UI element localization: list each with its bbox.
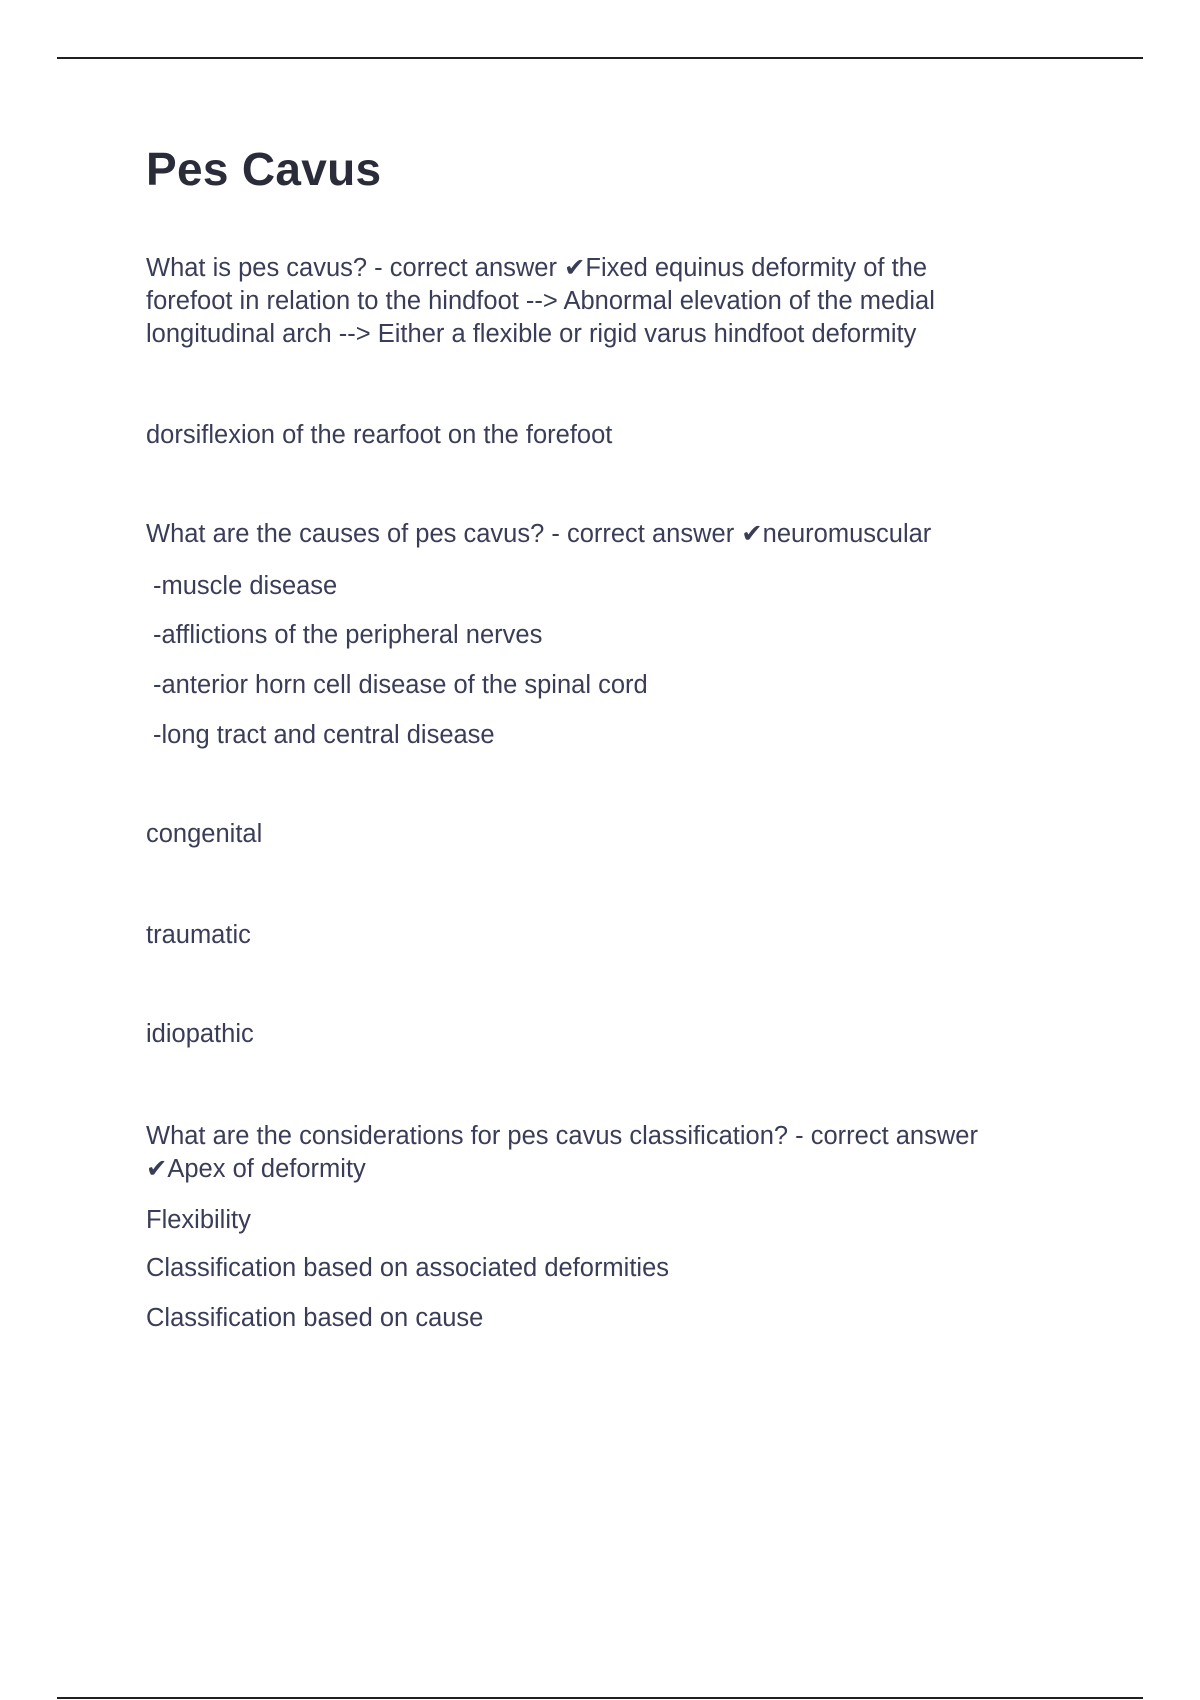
q2-item-long-tract: -long tract and central disease [153, 721, 495, 749]
q3-line-2: ✔Apex of deformity [146, 1155, 366, 1183]
q3-based-on-cause: Classification based on cause [146, 1304, 484, 1332]
q2-item-peripheral-nerves: -afflictions of the peripheral nerves [153, 621, 543, 649]
q2-item-muscle-disease: -muscle disease [153, 572, 338, 600]
q2-item-anterior-horn: -anterior horn cell disease of the spinal cord [153, 671, 648, 699]
q2-traumatic: traumatic [146, 921, 251, 949]
q1-line-3: longitudinal arch --> Either a flexible or rigid varus hindfoot deformity [146, 320, 917, 348]
bottom-divider [57, 1697, 1143, 1699]
top-divider [57, 57, 1143, 59]
q3-associated-deformities: Classification based on associated deformities [146, 1254, 670, 1282]
q1-line-1: What is pes cavus? - correct answer ✔Fixed equinus deformity of the [146, 254, 928, 282]
q2-idiopathic: idiopathic [146, 1020, 254, 1048]
q3-line-1: What are the considerations for pes cavus classification? - correct answer [146, 1122, 978, 1150]
q1-line-2: forefoot in relation to the hindfoot --> Abnormal elevation of the medial [146, 287, 935, 315]
q1-line-4: dorsiflexion of the rearfoot on the forefoot [146, 421, 613, 449]
q2-congenital: congenital [146, 820, 263, 848]
page-title: Pes Cavus [146, 143, 382, 195]
q3-flexibility: Flexibility [146, 1206, 251, 1234]
q2-line-1: What are the causes of pes cavus? - correct answer ✔neuromuscular [146, 520, 932, 548]
